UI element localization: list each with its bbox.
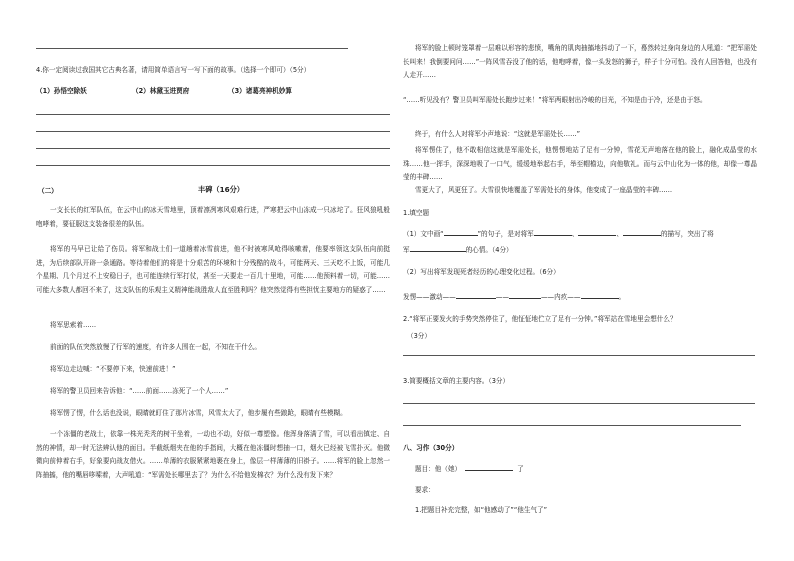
- answer-line[interactable]: [403, 425, 741, 426]
- topic-text: 题目：他（她）: [415, 465, 462, 473]
- q1-1-text: 的描写，突出了将: [660, 230, 714, 238]
- composition-topic: [415, 463, 524, 473]
- paragraph-2: 将军的马早已让给了伤员。将军和战士们一道趟着冰雪前进，他不时被寒风呛得咳嗽着，他要率领这支队伍向前挺进，为后续部队开辟一条通路。等待着他们的将是十分艰苦的环境和十分残酷的战斗，可能两天、三天吃不上饭，可能几个星期、几个月过不上安稳日子，也可能连续行军打仗，甚至一天要走一百几十里地，可能……他预料着一切，可能……可能大多数人都回不来了，这支队伍的乐观主义精神能战胜敌人直至胜利吗？他突然觉得有些担忧主要地方的疑惑了……: [36, 245, 390, 294]
- section-label: （二）: [38, 187, 58, 195]
- q1-1-text: （1）文中画“: [403, 230, 444, 238]
- question-4: 4.你一定阅读过我国其它古典名著，请用简单语言写一写下面的故事。（选择一个即可）（5分）: [36, 66, 311, 74]
- option-3: （3）诸葛亮神机妙算: [228, 87, 292, 95]
- paragraph-7: 将军愣了愣，什么话也没说，眼睛就盯住了那片冰雪，风雪太大了，他步履有些踉跄，眼睛有些模糊。: [50, 409, 347, 417]
- paragraph-6: 将军的警卫员回来告诉他：“……前面……冻死了一个人……”: [50, 387, 229, 395]
- q1-2-text: 发愣——激动——: [403, 293, 456, 301]
- composition-title: 八、习作（30分）: [403, 444, 459, 452]
- q1-2: （2）写出将军发现死者经历的心理变化过程。（6分）: [403, 268, 560, 276]
- paragraph-5: 将军边走边喊：“不要停下来，快速前进！”: [50, 365, 176, 373]
- paragraph-3: 将军思索着……: [50, 321, 97, 329]
- q1-1-text: 军: [403, 246, 410, 254]
- composition-requirement-1: 1.把题目补充完整，如“他感动了”“他生气了”: [415, 506, 548, 514]
- option-1: （1）孙悟空除妖: [36, 87, 87, 95]
- passage-paragraph-11: 终于，有什么人对将军小声地说：“这就是军需处长……”: [415, 130, 581, 138]
- q1-1-text: 的心情。（4分）: [465, 246, 513, 254]
- blank-2[interactable]: [578, 235, 616, 236]
- blank-1[interactable]: [534, 235, 572, 236]
- topic-text: 了: [517, 465, 524, 473]
- blank-4[interactable]: [410, 251, 466, 252]
- blank-7[interactable]: [581, 298, 619, 299]
- blank-3[interactable]: [623, 235, 661, 236]
- q1-1-continued: [403, 244, 513, 254]
- answer-line[interactable]: [36, 165, 390, 166]
- q1-1-text: 、: [616, 230, 623, 238]
- blank-6[interactable]: [509, 298, 541, 299]
- passage-paragraph-12: 将军愣住了，他不敢相信这就是军需处长，他愣愣地站了足有一分钟，雪花无声地落在他的脸上，融化成晶莹的水珠……他一挥手，深深地吸了一口气，缓缓地举起右手，举至帽檐边，向他敬礼。而与云中山化为一体的他，却像一尊晶莹的丰碑……: [403, 146, 757, 182]
- q1-2-text: ——内疚——: [540, 293, 581, 301]
- q1-2-text: 。: [618, 293, 626, 301]
- answer-line[interactable]: [36, 48, 348, 49]
- q1-1-text: 、: [571, 230, 579, 238]
- paragraph-4: 前面的队伍突然放慢了行军的速度，有许多人围在一起，不知在干什么。: [50, 343, 261, 351]
- composition-requirements: 要求：: [415, 486, 435, 494]
- q2-score: （3分）: [407, 332, 431, 340]
- paragraph-8: 一个冻僵的老战士，依靠一株光秃秃的树干坐着，一动也不动，好似一尊塑像。他浑身落满了雪，可以看出镇定、自然的神情，却一时无法辨认他的面目。半截纸烟夹在他的手指间，大概在他冻僵时想抽一口，烟火已经被飞雪扑灭。他微微向前伸着右手，好象要向战友借火。……单薄的衣服紧紧地裹在身上，像层一样薄薄的旧褂子。……将军的脸上忽然一阵抽搐，他的嘴唇哆嗦着，大声吼道：“军需处长哪里去了？为什么不给他发棉衣？为什么没有发下来？: [36, 430, 390, 479]
- passage-paragraph-9: 将军的脸上顿时笼罩着一层难以形容的悲愤，嘴角的肌肉抽搐地抖动了一下，蓦然转过身向身边的人吼道：“把军需处长叫来！我倒要问问……”一阵风雪吞没了他的话，他咆哮着，像一头发怒的狮子，样子十分可怕。没有人回答他，也没有人走开……: [403, 44, 757, 80]
- q3: 3.简要概括文章的主要内容。（3分）: [403, 377, 510, 385]
- passage-paragraph-10: “……听见没有？警卫员叫军需处长跑步过来！”将军两眼射出冷峻的目光，不知是由于冷，还是由于怒。: [403, 96, 707, 104]
- q1-title: 1.填空题: [403, 209, 430, 217]
- answer-line[interactable]: [36, 131, 390, 132]
- blank-sentence-mark[interactable]: [444, 235, 478, 236]
- paragraph-1: 一支长长的红军队伍，在云中山的冰天雪地里，顶着凛冽寒风艰难行进，严寒把云中山冻成一只冰坨了。狂风狼吼般咆哮着，要征服这支装备很差的队伍。: [36, 206, 390, 228]
- option-2: （2）林黛玉进贾府: [132, 87, 190, 95]
- section-title: 丰碑（16分）: [198, 185, 244, 194]
- q2: 2.“将军正要发火的手势突然停住了，他怔怔地伫立了足有一分钟。”将军站在雪地里会想什么？: [403, 315, 677, 323]
- q1-1: [403, 228, 714, 238]
- passage-paragraph-13: 雪更大了，风更狂了。大雪很快地覆盖了军需处长的身体，他变成了一座晶莹的丰碑……: [415, 186, 673, 194]
- blank-5[interactable]: [456, 298, 496, 299]
- q1-1-text: ”的句子，是对将军: [477, 230, 534, 238]
- answer-line[interactable]: [36, 114, 390, 115]
- q1-2-text: ——: [495, 293, 509, 301]
- topic-blank[interactable]: [465, 470, 513, 471]
- answer-line[interactable]: [403, 403, 755, 404]
- answer-line[interactable]: [403, 355, 755, 356]
- q1-2-answer: [403, 291, 625, 301]
- answer-line[interactable]: [36, 148, 390, 149]
